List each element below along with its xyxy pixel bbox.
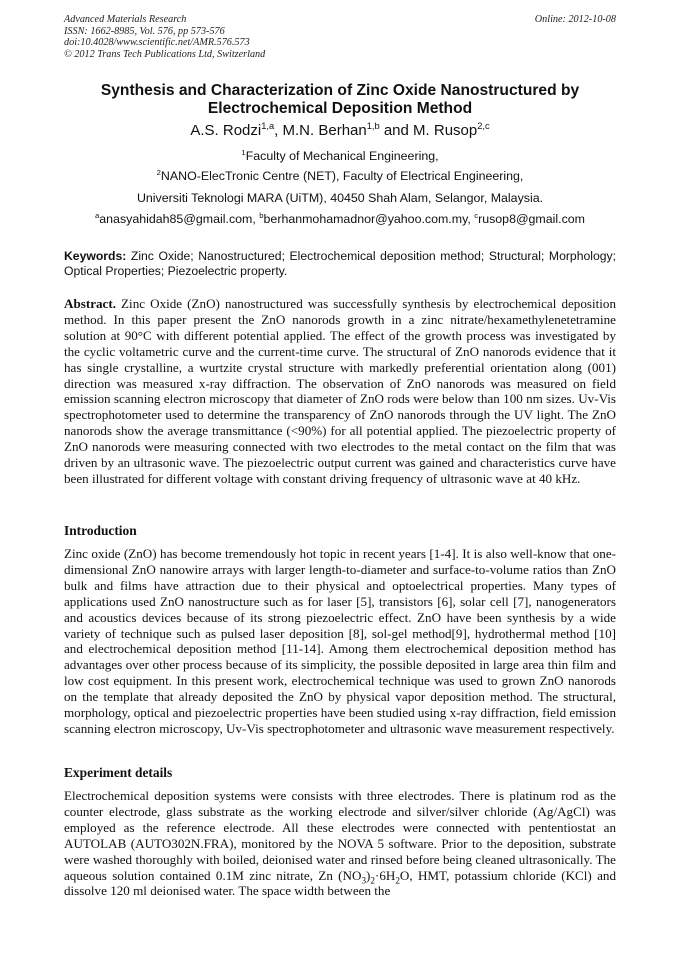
affiliation-3: Universiti Teknologi MARA (UiTM), 40450 Shah Alam, Selangor, Malaysia. (136, 191, 544, 205)
journal-header (64, 14, 616, 60)
affiliation-2-text: NANO-ElecTronic Centre (NET), Faculty of Electrical Engineering, (160, 169, 524, 183)
author-2-affiliation: 1,b (366, 121, 380, 131)
email-c: rusop8@gmail.com (478, 212, 586, 226)
subscript: 2 (370, 875, 375, 886)
author-emails (64, 212, 616, 227)
keywords (64, 249, 616, 279)
copyright-line: © 2012 Trans Tech Publications Ltd, Switzerland (64, 48, 266, 60)
title-line-2: Electrochemical Deposition Method (207, 100, 473, 117)
experiment-text-2: ) (366, 867, 371, 883)
affiliation-2 (64, 169, 616, 184)
online-date: Online: 2012-10-08 (534, 14, 616, 25)
email-b: berhanmohamadnor@yahoo.com.my, (263, 212, 475, 226)
author-separator: , (274, 122, 283, 139)
email-b-marker: b (259, 210, 264, 220)
paper-title (64, 82, 616, 118)
abstract-text: Zinc Oxide (ZnO) nanostructured was successfully synthesis by electrochemical deposition method. In this paper present the ZnO nanorods growth in a zinc nitrate/hexamethylenetetramine solution at 90°C with different potential applied. The effect of the growth process was investigated by the cyclic voltametric curve and the current-time curve. The structural of ZnO nanorods evidence that it has single crystalline, a wurtzite crystal structure with markedly preferential orientation along (001) direction was measured x-ray diffraction. The observation of ZnO nanorods was measured on field emission scanning electron microscopy that diameter of ZnO rods were below than 100 nm sizes. Uv-Vis spectrophotometer used to determine the transparency of ZnO nanorods through the UV light. The ZnO nanorods show the average transmittance (<90%) for all potential applied. The piezoelectric property of ZnO nanorods were measuring connected with two electrodes to the metal contact on the film that was driven by an ultrasonic wave. The piezoelectric output current was gained and characteristics curve have been illustrated for different voltage with constant driving frequency of ultrasonic wave at 40 kHz. (64, 296, 616, 486)
experiment-text-1: Electrochemical deposition systems were consists with three electrodes. There is platinum rod as the counter electrode, glass substrate as the working electrode and silver/silver chloride (Ag/AgCl) was employed as the reference electrode. All these electrodes were connected with pententiostat an AUTOLAB (AUTO302N.FRA), monitored by the NOVA 5 software. Prior to the deposition, substrate were washed thoroughly with boiled, deionised water and rinsed before being cleaned ultrasonically. The aqueous solution contained 0.1M zinc nitrate, Zn (NO (64, 788, 616, 883)
author-1: A.S. Rodzi (190, 122, 262, 139)
issn-line: ISSN: 1662-8985, Vol. 576, pp 573-576 (64, 25, 225, 37)
introduction-heading: Introduction (64, 523, 137, 538)
affiliation-1-marker: 1 (241, 147, 246, 157)
affiliation-2-marker: 2 (156, 167, 161, 177)
keywords-text: Zinc Oxide; Nanostructured; Electrochemical deposition method; Structural; Morphology; Optical Properties; Piezoelectric property. (64, 249, 616, 278)
experiment-text-3: ·6H (374, 867, 396, 883)
affiliation-1 (64, 149, 616, 164)
author-3-affiliation: 2,c (477, 121, 490, 131)
title-line-1: Synthesis and Characterization of Zinc Oxide Nanostructured by (100, 82, 580, 99)
abstract (64, 296, 616, 487)
doi-line: doi:10.4028/www.scientific.net/AMR.576.573 (64, 37, 250, 49)
email-a-marker: a (94, 210, 100, 220)
keywords-label: Keywords: (64, 249, 127, 263)
introduction-body: Zinc oxide (ZnO) has become tremendously hot topic in recent years [1-4]. It is also well-know that one-dimensional ZnO nanowire arrays with larger length-to-diameter and surface-to-volume ratios than ZnO bulk and films have attraction due to their physical and optoelectrical properties. Many types of applications used ZnO nanostructure such as for laser [5], transistors [6], solar cell [7], nanogenerators and acoustics devices because of its strong piezoelectric effect. ZnO have been synthesis by a wide variety of technique such as pulsed laser deposition [8], sol-gel method[9], hydrothermal method [10] and electrochemical deposition method [11-14]. Among them electrochemical deposition method has advantages over other process because of its simplicity, the possible deposited in large area thin film and low cost equipment. In this present work, electrochemical technique was used to grown ZnO nanorods on the template that already deposited the ZnO by physical vapor deposition method. The structural, morphology, optical and piezoelectric properties have been studied using x-ray diffraction, field emission scanning electron microscopy, Uv-Vis spectrophotometer and ultrasonic wave measurement respectively. (64, 546, 616, 736)
journal-name: Advanced Materials Research (64, 14, 187, 25)
author-3: M. Rusop (413, 122, 478, 139)
email-c-marker: c (474, 210, 479, 220)
abstract-label: Abstract. (64, 296, 116, 311)
experiment-body (64, 788, 616, 899)
author-1-affiliation: 1,a (261, 121, 275, 131)
email-a: anasyahidah85@gmail.com, (99, 212, 260, 226)
subscript: 3 (361, 875, 367, 886)
affiliation-1-text: Faculty of Mechanical Engineering, (245, 149, 439, 163)
experiment-heading: Experiment details (64, 765, 173, 780)
author-list (64, 122, 616, 140)
subscript: 2 (395, 875, 400, 886)
author-2: M.N. Berhan (282, 122, 367, 139)
experiment-text-4: O, HMT, potassium chloride (KCl) and dissolve 120 ml deionised water. The space width between the (64, 867, 616, 899)
author-separator: and (379, 122, 414, 139)
